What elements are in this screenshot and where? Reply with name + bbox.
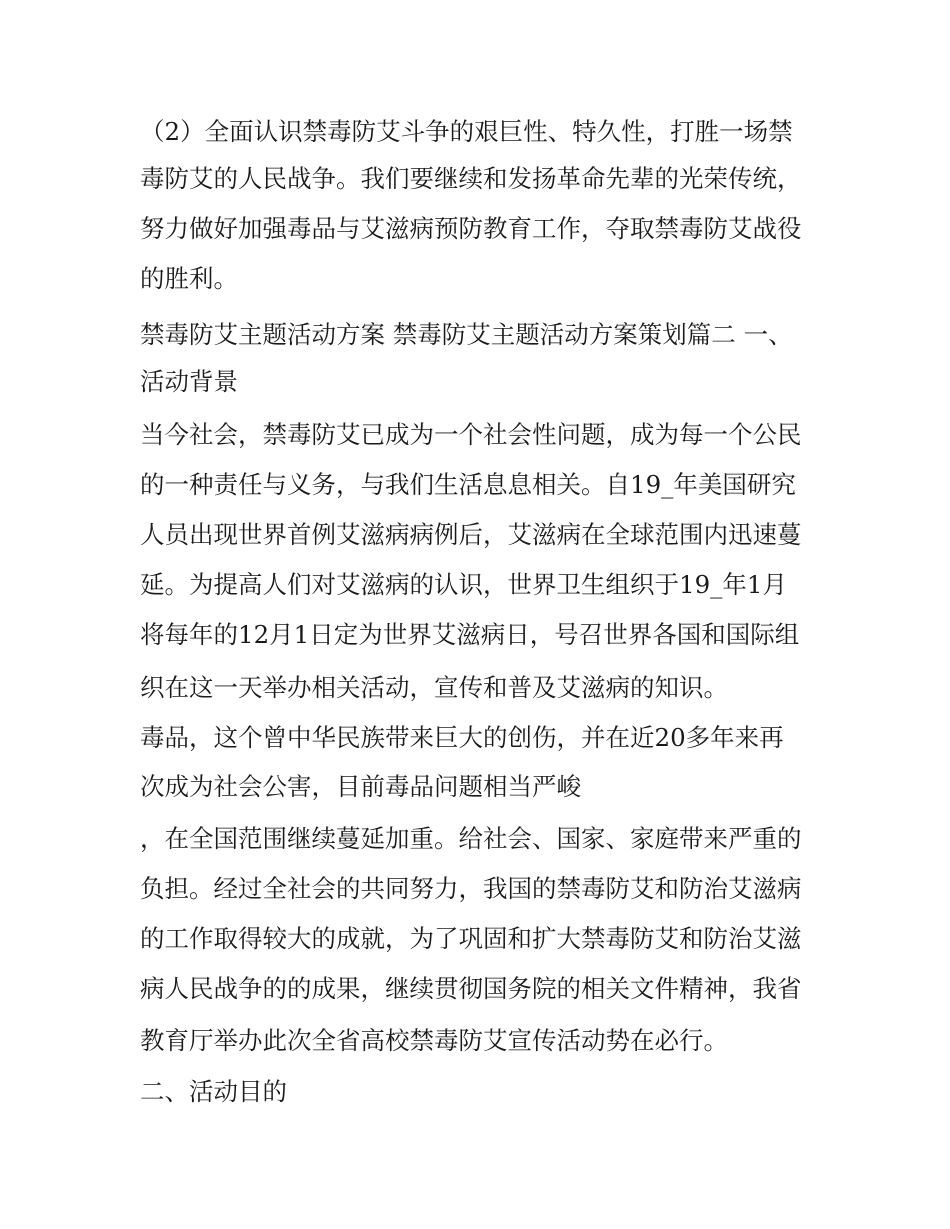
text-line: 病人民战争的的成果，继续贯彻国务院的相关文件精神，我省 [140, 974, 802, 1003]
text-line: 的胜利。 [140, 264, 238, 293]
text-line: 毒品，这个曾中华民族带来巨大的创伤，并在近20多年来再 [140, 723, 784, 752]
text-line: ，在全国范围继续蔓延加重。给社会、国家、家庭带来严重的 [140, 824, 802, 853]
text-line: 将每年的12月1日定为世界艾滋病日，号召世界各国和国际组 [140, 620, 800, 649]
text-line: 人员出现世界首例艾滋病病例后，艾滋病在全球范围内迅速蔓 [140, 520, 802, 549]
text-line: （2）全面认识禁毒防艾斗争的艰巨性、特久性，打胜一场禁 [140, 117, 793, 146]
text-line: 活动背景 [140, 367, 238, 396]
text-line: 负担。经过全社会的共同努力，我国的禁毒防艾和防治艾滋病 [140, 874, 802, 903]
text-line: 当今社会，禁毒防艾已成为一个社会性问题，成为每一个公民 [140, 420, 802, 449]
text-line: 教育厅举办此次全省高校禁毒防艾宣传活动势在必行。 [140, 1026, 728, 1055]
text-line: 的一种责任与义务，与我们生活息息相关。自19_年美国研究 [140, 470, 796, 499]
text-line: 禁毒防艾主题活动方案 禁毒防艾主题活动方案策划篇二 一、 [140, 320, 793, 349]
section-heading: 二、活动目的 [140, 1077, 287, 1106]
text-line: 努力做好加强毒品与艾滋病预防教育工作，夺取禁毒防艾战役 [140, 214, 802, 243]
text-line: 的工作取得较大的成就，为了巩固和扩大禁毒防艾和防治艾滋 [140, 924, 802, 953]
text-line: 次成为社会公害，目前毒品问题相当严峻 [140, 772, 581, 801]
text-line: 延。为提高人们对艾滋病的认识，世界卫生组织于19_年1月 [140, 570, 788, 599]
text-line: 毒防艾的人民战争。我们要继续和发扬革命先辈的光荣传统， [140, 164, 802, 193]
text-line: 织在这一天举办相关活动，宣传和普及艾滋病的知识。 [140, 673, 728, 702]
